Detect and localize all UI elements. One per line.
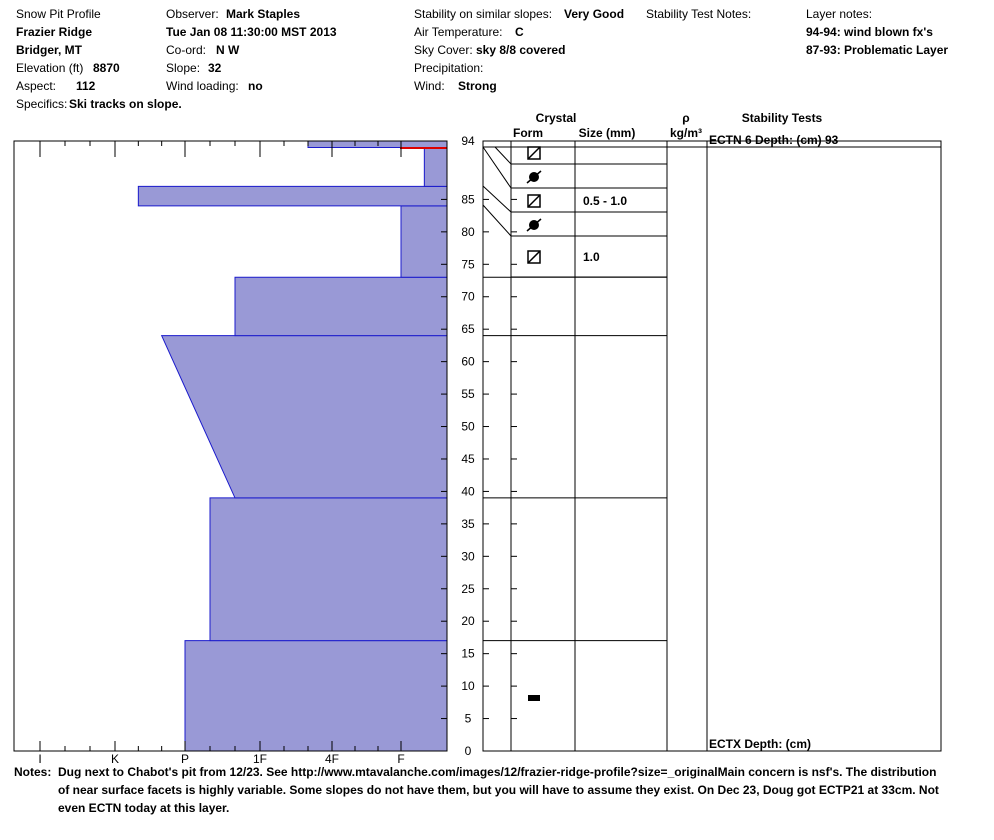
notes-label: Notes: (14, 765, 52, 779)
hardness-label-I: I (38, 752, 42, 766)
stability-notes-label: Stability Test Notes: (646, 7, 752, 21)
notes-line-1: Dug next to Chabot's pit from 12/23. See http://www.mtavalanche.com/images/12/frazier-ridge-profile?size=_originalMain concern is nsf's. The distribution (58, 765, 937, 779)
wind-label: Wind: (414, 79, 445, 93)
hardness-layer-2 (162, 336, 447, 498)
hardness-profile (138, 141, 447, 751)
hardness-layer-0 (185, 641, 447, 751)
density-unit-header: kg/m³ (669, 126, 703, 140)
crystal-symbol-faceted-rounded (528, 195, 540, 207)
hardness-layer-5 (138, 186, 447, 205)
layer-notes-label: Layer notes: (806, 7, 873, 21)
form-header: Form (513, 126, 543, 140)
depth-label-20: 20 (461, 614, 475, 629)
depth-label-94: 94 (461, 134, 475, 148)
depth-label-60: 60 (461, 354, 475, 369)
notes-section (14, 763, 944, 817)
hardness-label-K: K (110, 752, 120, 766)
right-frame (483, 141, 941, 751)
air-temp-value: C (515, 25, 524, 39)
crystal-header: Crystal (535, 111, 577, 125)
slash-icon (528, 195, 540, 207)
depth-label-85: 85 (461, 192, 475, 207)
hardness-label-1F: 1F (252, 752, 268, 766)
depth-label-80: 80 (461, 224, 475, 239)
profile-title: Snow Pit Profile (16, 7, 101, 21)
depth-label-65: 65 (461, 322, 475, 337)
wind-value: Strong (458, 79, 497, 93)
hardness-label-F: F (397, 752, 405, 766)
depth-label-40: 40 (461, 484, 475, 499)
slope-label: Slope: (166, 61, 201, 75)
stability-tests-header: Stability Tests (741, 111, 823, 125)
notes-line-3: even ECTN today at this layer. (58, 801, 230, 815)
wind-loading-label: Wind loading: (166, 79, 239, 93)
stability-test-0: ECTN 6 Depth: (cm) 93 (709, 133, 839, 147)
sky-value: sky 8/8 covered (476, 43, 566, 57)
air-temp-label: Air Temperature: (414, 25, 503, 39)
location-name: Frazier Ridge (16, 25, 93, 39)
notes-line-2: of near surface facets is highly variable. Some slopes do not have them, but you will have to assume they exist. On Dec 23, Doug got ECTP21 at 33cm. Not (58, 783, 939, 797)
stability-tests-column (709, 133, 839, 751)
hardness-layer-1 (210, 498, 447, 641)
chart-frames (14, 141, 941, 751)
elevation-label: Elevation (ft) (16, 61, 84, 75)
sky-label: Sky Cover: (414, 43, 473, 57)
crystal-symbol-faceted-rounded (528, 147, 540, 159)
depth-label-75: 75 (461, 257, 475, 272)
hardness-layer-3 (235, 277, 447, 335)
layer-connector-0 (483, 147, 511, 188)
depth-label-0: 0 (464, 744, 472, 758)
precip-label: Precipitation: (414, 61, 484, 75)
hardness-label-4F: 4F (324, 752, 340, 766)
crystal-symbol-depth-hoar (527, 219, 541, 231)
depth-label-15: 15 (461, 646, 475, 661)
aspect-label: Aspect: (16, 79, 57, 93)
size-header: Size (mm) (578, 126, 636, 140)
slope-value: 32 (208, 61, 222, 75)
layer-connector-1 (495, 147, 511, 164)
hardness-layer-6 (424, 147, 447, 186)
elevation-value: 8870 (93, 61, 120, 75)
rho-header: ρ (682, 111, 690, 125)
specifics-label: Specifics: (16, 97, 68, 111)
layer-note-2: 87-93: Problematic Layer (806, 43, 949, 57)
crystal-symbol-depth-hoar (527, 171, 541, 183)
observer-value: Mark Staples (226, 7, 301, 21)
wind-loading-value: no (248, 79, 263, 93)
crystal-column (527, 147, 627, 701)
depth-label-45: 45 (461, 451, 475, 466)
layer-note-1: 94-94: wind blown fx's (806, 25, 933, 39)
depth-label-35: 35 (461, 516, 475, 531)
slash-icon (528, 147, 540, 159)
slash-icon (528, 251, 540, 263)
layer-connector-3 (483, 205, 511, 236)
depth-label-25: 25 (461, 581, 475, 596)
coord-value: N W (216, 43, 240, 57)
depth-label-50: 50 (461, 419, 475, 434)
hardness-layer-4 (401, 206, 447, 277)
stability-test-1: ECTX Depth: (cm) (709, 737, 811, 751)
stability-label: Stability on similar slopes: (414, 7, 553, 21)
depth-label-10: 10 (461, 679, 475, 694)
observer-label: Observer: (166, 7, 219, 21)
stability-value: Very Good (564, 7, 625, 21)
hardness-label-P: P (180, 752, 190, 766)
ice-layer-icon (528, 695, 540, 701)
coord-label: Co-ord: (166, 43, 207, 57)
depth-label-30: 30 (461, 549, 475, 564)
aspect-value: 112 (76, 79, 96, 93)
specifics-value: Ski tracks on slope. (69, 97, 182, 111)
crystal-symbol-ice-layer (528, 695, 540, 701)
depth-label-55: 55 (461, 387, 475, 402)
crystal-symbol-faceted-rounded (528, 251, 540, 263)
depth-label-70: 70 (461, 289, 475, 304)
crystal-size-2: 0.5 - 1.0 (583, 194, 628, 208)
date-time: Tue Jan 08 11:30:00 MST 2013 (166, 25, 337, 39)
crystal-size-4: 1.0 (583, 250, 600, 264)
depth-label-5: 5 (464, 711, 472, 726)
region-name: Bridger, MT (16, 43, 83, 57)
depth-axis (441, 134, 517, 758)
